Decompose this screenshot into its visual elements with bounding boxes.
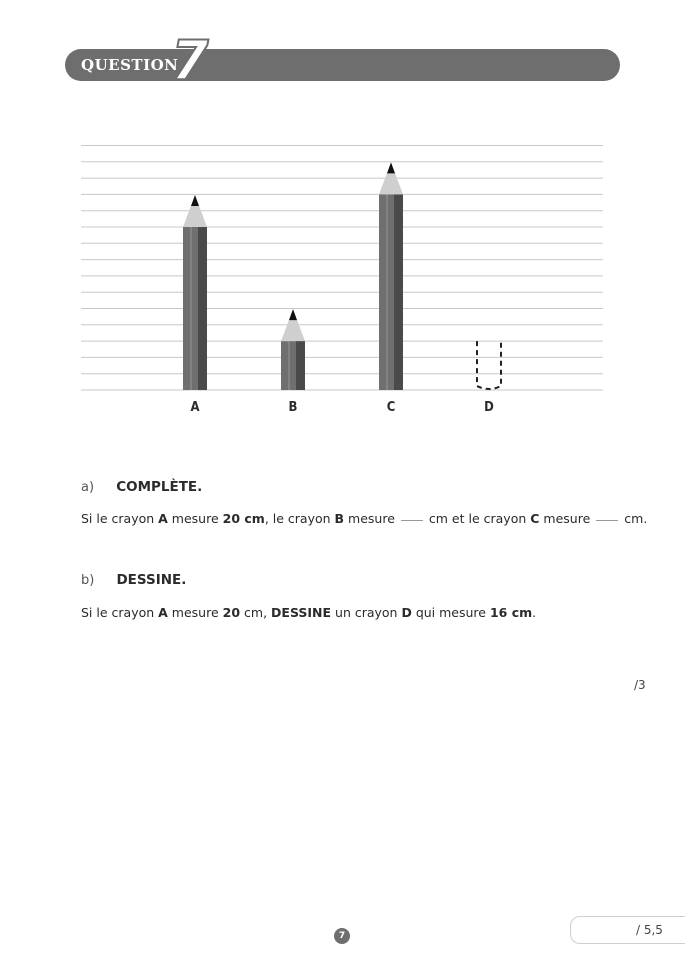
- pencil-lead: [289, 309, 297, 320]
- pencil-shade: [198, 227, 207, 390]
- part-b-letter: b): [81, 573, 95, 588]
- part-b-title: DESSINE.: [116, 572, 187, 588]
- ruled-grid: [81, 146, 603, 391]
- part-a-heading: [81, 479, 202, 495]
- pencil-label-c: C: [386, 400, 396, 415]
- pencil-label-a: A: [190, 400, 200, 415]
- question-label: QUESTION: [81, 56, 179, 74]
- part-b-sentence: Si le crayon A mesure 20 cm, DESSINE un crayon D qui mesure 16 cm.: [81, 605, 537, 620]
- pencil-lead: [191, 195, 199, 206]
- answer-blank-c[interactable]: [596, 520, 618, 521]
- pencil-shade: [394, 194, 403, 390]
- pencils-group: [183, 162, 501, 415]
- answer-blank-b[interactable]: [401, 520, 423, 521]
- pencil-c: [379, 162, 403, 415]
- part-a-sentence: Si le crayon A mesure 20 cm, le crayon B mesure cm et le crayon C mesure cm.: [81, 511, 648, 526]
- question-number: 7: [171, 29, 209, 92]
- question-score: /3: [634, 678, 646, 692]
- pencil-a: [183, 195, 207, 415]
- part-b-heading: [81, 572, 186, 588]
- pencil-d: [477, 341, 501, 415]
- part-a-letter: a): [81, 480, 95, 495]
- pencil-label-b: B: [288, 400, 298, 415]
- dashed-pencil-outline: [477, 341, 501, 389]
- page-number: 7: [334, 928, 350, 944]
- pencil-figure: [0, 0, 685, 430]
- total-score-box: [570, 916, 685, 944]
- part-a-title: COMPLÈTE.: [116, 479, 203, 495]
- pencil-lead: [387, 162, 395, 173]
- total-score: / 5,5: [636, 923, 663, 937]
- pencil-label-d: D: [484, 400, 494, 415]
- pencil-shade: [296, 341, 305, 390]
